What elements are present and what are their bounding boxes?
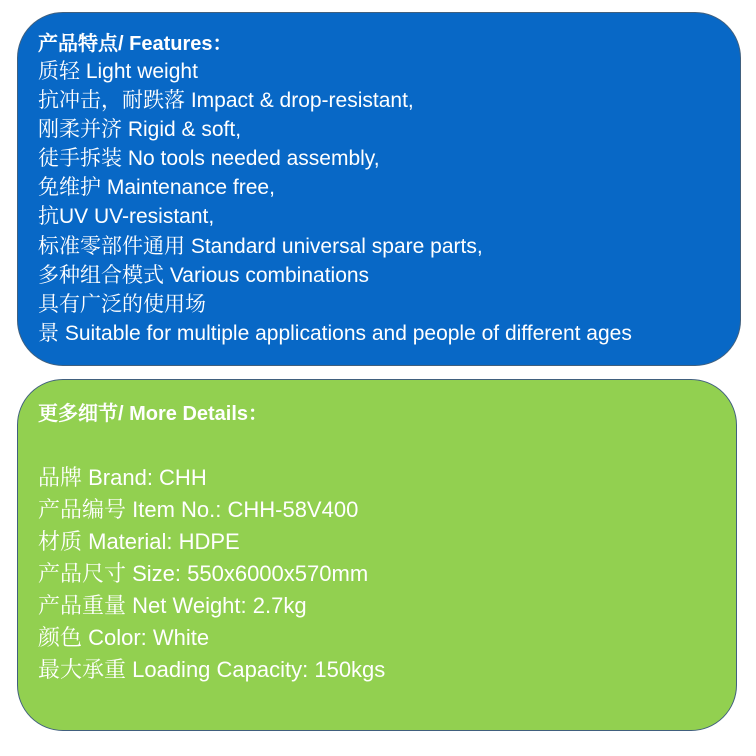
feature-item-rigid-soft: 刚柔并济 Rigid & soft, bbox=[38, 118, 242, 142]
detail-net-weight: 产品重量 Net Weight: 2.7kg bbox=[38, 593, 307, 618]
feature-item-impact-resistant: 抗冲击，耐跌落 Impact & drop-resistant, bbox=[38, 89, 414, 113]
feature-item-applications-line1: 具有广泛的使用场 bbox=[38, 292, 206, 316]
features-panel bbox=[17, 12, 741, 366]
feature-item-no-tools: 徒手拆装 No tools needed assembly, bbox=[38, 147, 380, 171]
detail-color: 颜色 Color: White bbox=[38, 625, 210, 650]
details-list bbox=[38, 462, 736, 686]
feature-item-applications-line2: 景 Suitable for multiple applications and people of different ages bbox=[38, 321, 632, 345]
feature-item-maintenance-free: 免维护 Maintenance free, bbox=[38, 176, 275, 200]
feature-item-combinations: 多种组合模式 Various combinations bbox=[38, 263, 370, 287]
details-panel bbox=[17, 379, 737, 731]
features-list bbox=[38, 57, 740, 348]
detail-brand: 品牌 Brand: CHH bbox=[38, 465, 207, 490]
detail-material: 材质 Material: HDPE bbox=[38, 529, 240, 554]
details-heading: 更多细节/ More Details： bbox=[38, 403, 269, 425]
feature-item-light-weight: 质轻 Light weight bbox=[38, 60, 198, 83]
detail-size: 产品尺寸 Size: 550x6000x570mm bbox=[38, 561, 369, 586]
detail-loading-capacity: 最大承重 Loading Capacity: 150kgs bbox=[38, 657, 386, 682]
features-heading: 产品特点/ Features： bbox=[38, 33, 233, 55]
detail-item-no: 产品编号 Item No.: CHH-58V400 bbox=[38, 497, 359, 522]
feature-item-uv-resistant: 抗UV UV-resistant, bbox=[38, 205, 215, 229]
feature-item-spare-parts: 标准零部件通用 Standard universal spare parts, bbox=[38, 234, 483, 258]
